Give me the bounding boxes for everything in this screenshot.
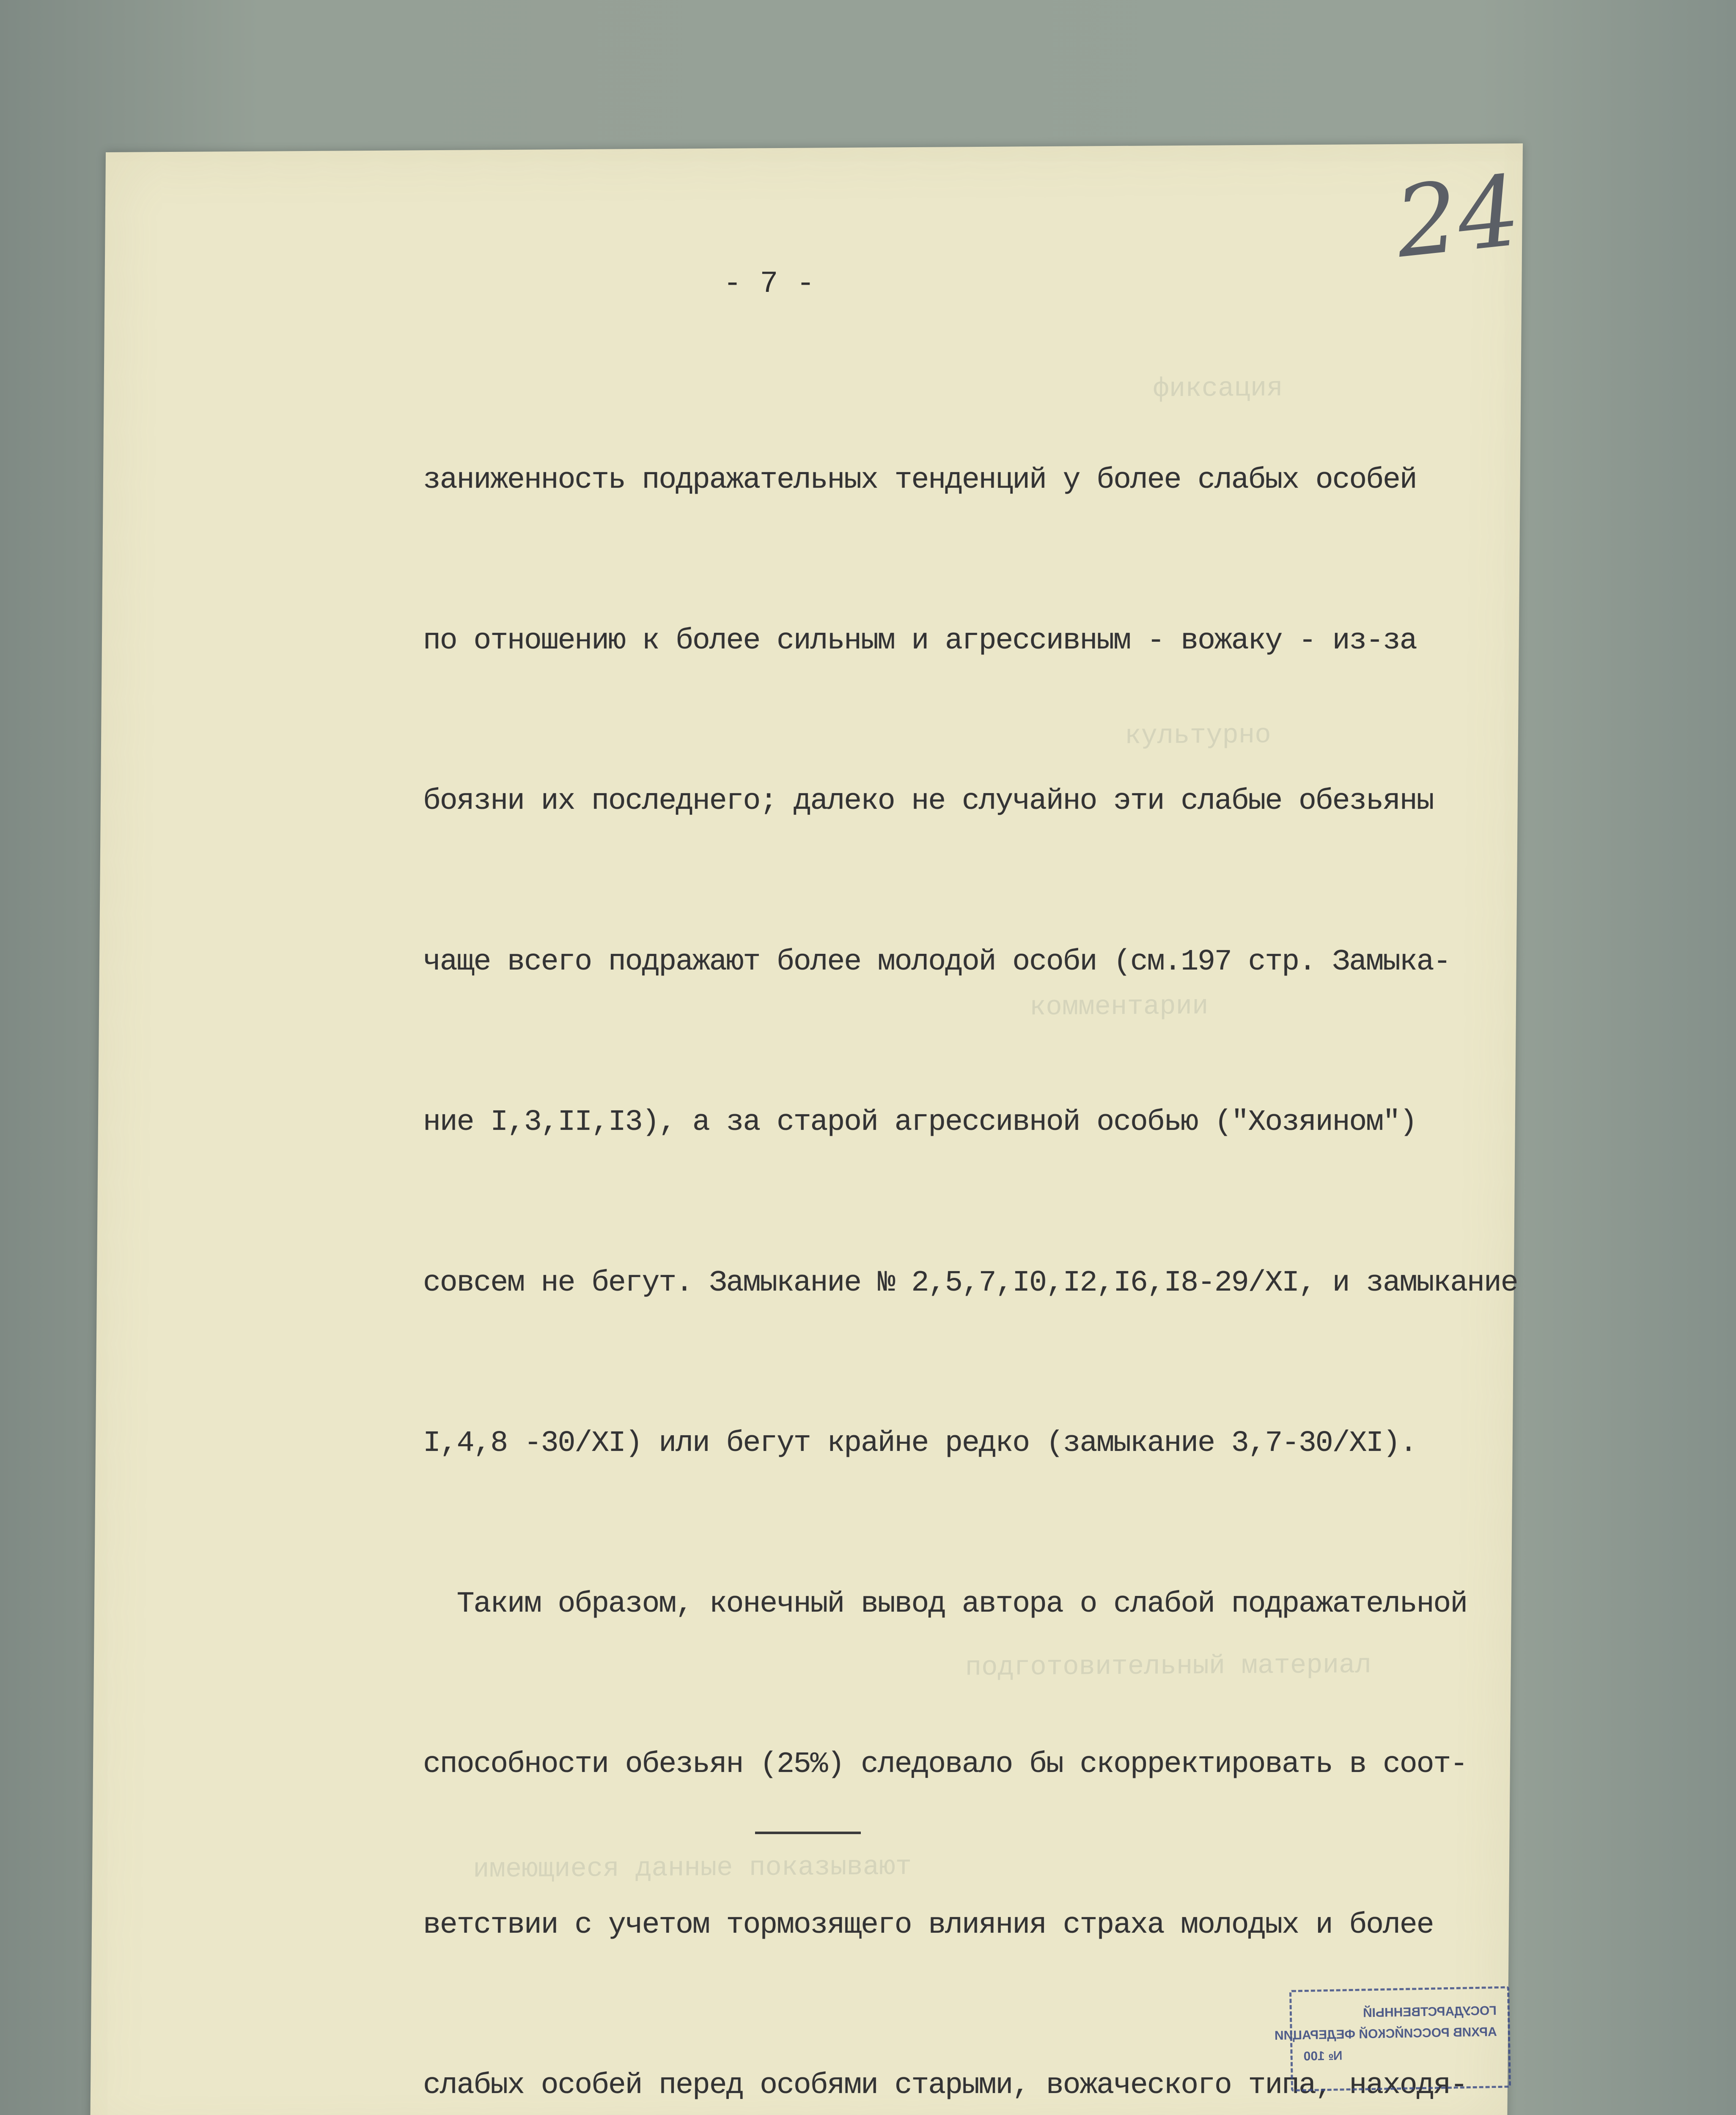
bleed-through-text: фиксация: [1153, 373, 1283, 405]
text-line: боязни их последнего; далеко не случайно эти слабые обезьяны: [423, 785, 1434, 818]
text-line: способности обезьян (25%) следовало бы скорректировать в соот-: [423, 1748, 1467, 1781]
stamp-line: ГОСУДАРСТВЕННЫЙ: [1362, 2004, 1497, 2020]
text-line: ние I,3,II,I3), а за старой агрессивной особью ("Хозяином"): [423, 1106, 1417, 1139]
page-number: - 7 -: [723, 266, 815, 301]
text-line: по отношению к более сильным и агрессивным - вожаку - из-за: [423, 624, 1417, 658]
stamp-number: № 100: [1303, 2049, 1343, 2063]
bleed-through-text: имеющиеся данные показывают: [472, 1852, 912, 1885]
text-line: заниженность подражательных тенденций у более слабых особей: [423, 464, 1417, 497]
text-line: чаще всего подражают более молодой особи (см.197 стр. Замыка-: [423, 945, 1450, 979]
text-line: слабых особей перед особями старыми, вожаческого типа, находя-: [423, 2069, 1467, 2102]
stamp-line: АРХИВ РОССИЙСКОЙ ФЕДЕРАЦИИ: [1274, 2025, 1497, 2043]
archive-stamp: [1274, 1986, 1511, 2091]
text-line: I,4,8 -30/XI) или бегут крайне редко (замыкание 3,7-30/XI).: [423, 1427, 1417, 1460]
closing-rule: [755, 1832, 861, 1834]
bleed-through-text: подготовительный материал: [965, 1650, 1372, 1684]
bleed-through-text: комментарии: [1029, 991, 1209, 1023]
typewritten-body: [423, 347, 1565, 2115]
text-line: совсем не бегут. Замыкание № 2,5,7,I0,I2,I6,I8-29/XI, и замыкание: [423, 1266, 1518, 1300]
bleed-through-text: культурно: [1124, 720, 1271, 752]
text-line: Таким образом, конечный вывод автора о слабой подражательной: [423, 1587, 1467, 1621]
text-line: ветствии с учетом тормозящего влияния страха молодых и более: [423, 1908, 1434, 1942]
folio-number: 24: [1390, 154, 1525, 280]
